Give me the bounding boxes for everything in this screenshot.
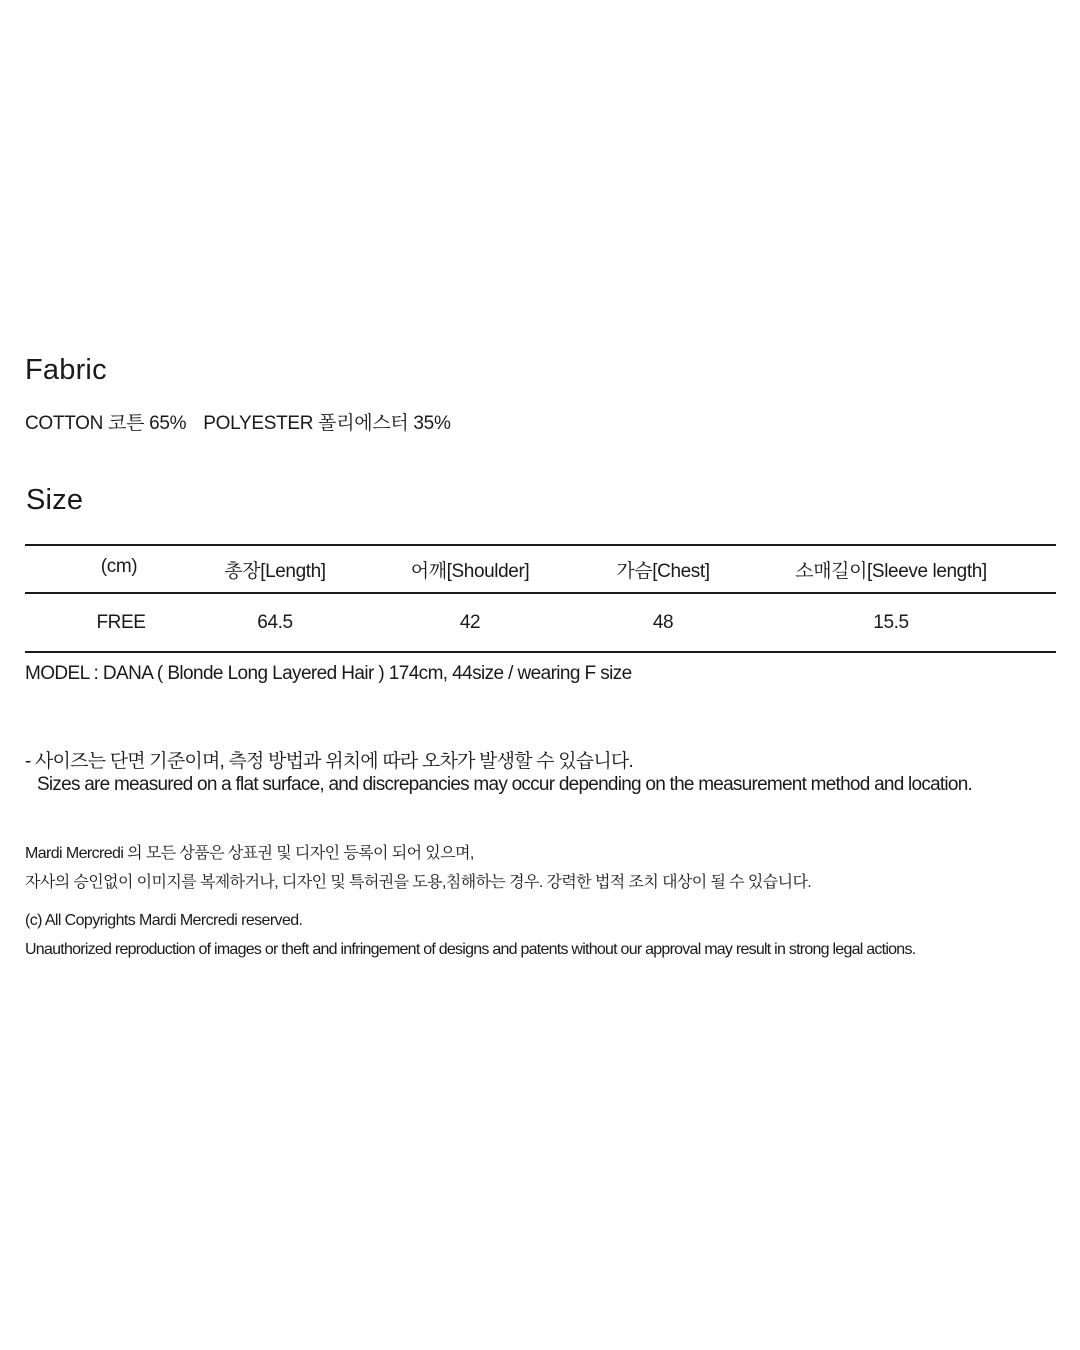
model-info: MODEL : DANA ( Blonde Long Layered Hair ) 174cm, 44size / wearing F size: [25, 663, 632, 684]
measurement-note-en: Sizes are measured on a flat surface, and discrepancies may occur depending on the measurement method and location.: [37, 774, 973, 795]
table-top-rule: [25, 544, 1056, 546]
copyright-notice: (c) All Copyrights Mardi Mercredi reserved.: [25, 912, 303, 929]
header-sleeve-length: 소매길이[Sleeve length]: [795, 561, 987, 582]
rights-notice-ko-line1: Mardi Mercredi 의 모든 상품은 상표권 및 디자인 등록이 되어 있으며,: [25, 845, 474, 862]
table-header-rule: [25, 592, 1056, 594]
header-shoulder: 어깨[Shoulder]: [410, 561, 530, 582]
measurement-note-ko: - 사이즈는 단면 기준이며, 측정 방법과 위치에 따라 오차가 발생할 수 있습니다.: [25, 751, 633, 772]
header-unit: (cm): [100, 556, 138, 577]
cell-shoulder: 42: [459, 612, 481, 633]
size-table: [25, 544, 1056, 654]
fabric-title: Fabric: [25, 354, 107, 386]
header-length: 총장[Length]: [224, 561, 326, 582]
cell-length: 64.5: [257, 612, 293, 633]
header-chest: 가슴[Chest]: [616, 561, 710, 582]
rights-notice-ko-line2: 자사의 승인없이 이미지를 복제하거나, 디자인 및 특허권을 도용,침해하는 경우. 강력한 법적 조치 대상이 될 수 있습니다.: [25, 874, 812, 891]
cell-chest: 48: [652, 612, 674, 633]
fabric-cotton: COTTON 코튼 65%: [25, 413, 187, 434]
cell-sleeve-length: 15.5: [873, 612, 909, 633]
table-bottom-rule: [25, 651, 1056, 653]
fabric-polyester: POLYESTER 폴리에스터 35%: [203, 413, 451, 434]
cell-size-name: FREE: [96, 612, 146, 633]
size-title: Size: [26, 484, 84, 516]
rights-notice-en: Unauthorized reproduction of images or theft and infringement of designs and patents without our approval may result in strong legal actions.: [25, 941, 916, 958]
fabric-composition: [25, 408, 451, 435]
